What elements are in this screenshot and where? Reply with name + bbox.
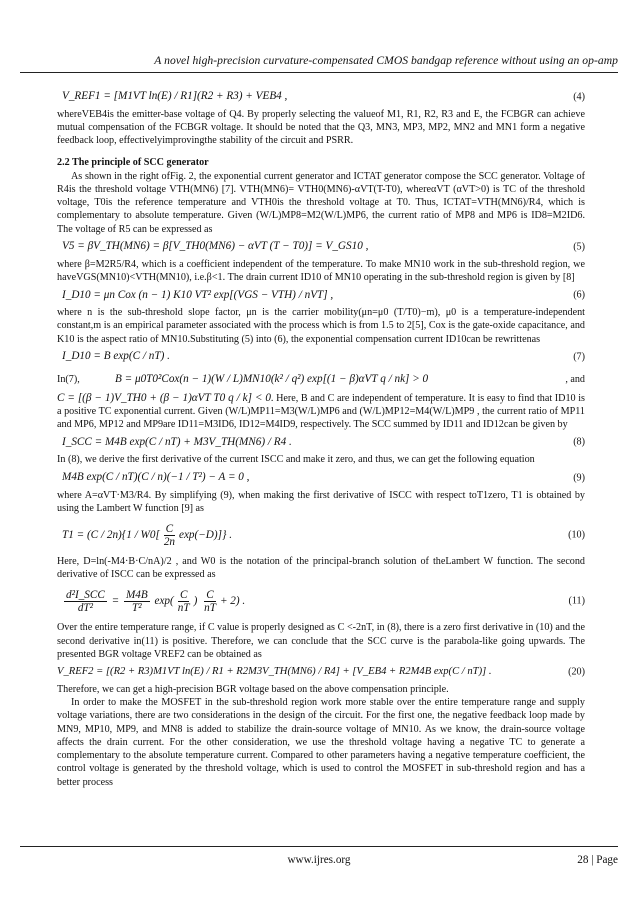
equation-10-number: (10) <box>568 529 585 541</box>
equation-20-number: (20) <box>568 666 585 678</box>
paragraph-9: Over the entire temperature range, if C value is properly designed as C <-2nT, in (8), there is a zero first derivative in (10) and the second derivative in(11) is positive. Therefore, we can conclude that the SCC curve is the parabola-like going upwards. The presented BGR voltage VREF2 can be obtained as <box>57 622 585 660</box>
paragraph-7: where A=αVT·M3/R4. By simplifying (9), when making the first derivative of ISCC with respect toT1zero, T1 is obtained by using the Lambert W function [9] as <box>57 489 585 514</box>
equation-5 <box>57 236 585 258</box>
equation-11 <box>57 581 585 621</box>
equation-9 <box>57 467 585 489</box>
fraction-denominator: dT² <box>77 601 93 614</box>
fraction-numerator: C <box>179 588 188 601</box>
equation-5-number: (5) <box>573 241 585 253</box>
equation-7-formula: I_D10 = B exp(C / nT) . <box>62 350 170 363</box>
equation-7-number: (7) <box>573 351 585 363</box>
equation-6 <box>57 284 585 306</box>
paragraph-5 <box>57 392 585 432</box>
equation-20 <box>57 661 585 683</box>
in7-tail: , and <box>565 374 585 386</box>
equation-9-formula: M4B exp(C / nT)(C / n)(−1 / T²) − A = 0 , <box>62 471 250 484</box>
equation-5-formula: V5 = βV_TH(MN6) = β[V_TH0(MN6) − αVT (T − T0)] = V_GS10 , <box>62 240 369 253</box>
equation-8-number: (8) <box>573 436 585 448</box>
paragraph-10: Therefore, we can get a high-precision BGR voltage based on the above compensation principle. <box>57 684 449 696</box>
equation-4 <box>57 86 585 108</box>
fraction-numerator: d²I_SCC <box>66 588 105 601</box>
paragraph-1: whereVEB4is the emitter-base voltage of Q4. By properly selecting the valueof M1, R1, R2, R3 and E, the FCBGR can achieve mutual compensation of the FCBGR voltage. It should be noted that the Q3, MN3, MP3, MP2, MN2 and MN1 form a negative feedback loop, effectivelyimprovingthe stability of the circuit and PSRR. <box>57 109 585 147</box>
header-rule <box>20 72 618 73</box>
footer-rule <box>20 846 618 847</box>
equals-sign: = <box>111 595 120 608</box>
in7-lead: In(7), <box>57 374 80 386</box>
equation-9-number: (9) <box>573 472 585 484</box>
journal-site: www.ijres.org <box>287 854 351 866</box>
equation-11-exp: exp( <box>154 595 174 608</box>
equation-10-formula <box>57 523 232 548</box>
page-number: 28 | Page <box>577 854 618 866</box>
equation-11-tail: + 2) . <box>219 595 246 608</box>
paragraph-5-text: . Here, B and C are independent of temperature. It is easy to find that ID10 is a positive TC exponential current. Given (W/L)MP11=M3(W/L)MP6 and (W/L)MP12=M4(W/L)MP9 , the current ratio of MP11 and MP6, MP12 and MP9are ID11=M3ID6, ID12=M4ID9, respectively. The SCC summed by ID11 and ID12can be given by <box>57 392 585 431</box>
equation-11-number: (11) <box>568 595 585 607</box>
paragraph-2: As shown in the right ofFig. 2, the exponential current generator and ICTAT generator compose the SCC generator. Voltage of R4is the threshold voltage VTH(MN6) [7]. VTH(MN6)= VTH0(MN6)-αVT(T-T0), whereαVT (αVT>0) is TC of the threshold voltage, T0is the reference temperature and VTH0is the threshold voltage at T0. Thus, ICTAT=VTH(MN6)/R4, which is complementary to absolute temperature. Given (W/L)MP8=M2(W/L)MP6, the current ratio of MP8 and MP6 is ID8=M2ID6. The voltage of R5 can be expressed as <box>57 170 585 235</box>
equation-10-fraction <box>162 523 177 548</box>
equation-8-formula: I_SCC = M4B exp(C / nT) + M3V_TH(MN6) / R4 . <box>62 435 292 448</box>
equation-B-definition <box>57 368 585 392</box>
equation-11-fraction-lhs <box>64 589 107 614</box>
paragraph-4: where n is the sub-threshold slope factor, μn is the carrier mobility(μn=μ0 (T/T0)−m), μ0 is a temperature-independent constant,m is an empirical parameter associated with the process which is from 1.5 to 2[5], Cox is the gate-oxide capacitance, and K10 is the aspect ratio of MN10.Substituting (5) into (6), the exponential compensation current ID10can be rewrittenas <box>57 307 585 345</box>
equation-C-formula: C = [(β − 1)V_TH0 + (β − 1)αVT T0 q / k] < 0 <box>57 391 271 404</box>
equation-11-fraction-factor <box>202 589 218 614</box>
equation-4-number: (4) <box>573 91 585 103</box>
equation-6-formula: I_D10 = μn Cox (n − 1) K10 VT² exp[(VGS − VTH) / nVT] , <box>62 288 334 301</box>
paragraph-3: where β=M2R5/R4, which is a coefficient independent of the temperature. To make MN10 work in the sub-threshold region, we haveVGS(MN10)<VTH(MN10), i.e.β<1. The drain current ID10 of MN10 operating in the sub-threshold region is given by [8] <box>57 258 585 284</box>
running-title: A novel high-precision curvature-compensated CMOS bandgap reference without using an op-amp <box>154 54 618 67</box>
equation-7 <box>57 346 585 368</box>
equation-11-formula <box>57 589 245 614</box>
paragraph-11: In order to make the MOSFET in the sub-threshold region work more stable over the entire temperature range and supply voltage variations, there are two considerations in the design of the circuit. For the first one, the negative feedback loop made by MN9, MP10, MP9, and MN8 is added to stabilize the drain-source voltage of MN10. As we know, the drain-source voltage affects the drain current. For the other consideration, we use the threshold voltage having a negative TC to generate a complementary to the absolute temperature current. Compared to other parameters having a negative temperature coefficient, the control voltage is generated by the threshold voltage, which is used to control the MOSFET in sub-threshold region and has a better process <box>57 697 585 788</box>
equation-8 <box>57 431 585 453</box>
equation-10-lhs: T1 = (C / 2n){1 / W0[ <box>62 528 160 541</box>
equation-10-rhs: exp(−D)]} . <box>179 528 233 541</box>
fraction-numerator: M4B <box>125 588 148 601</box>
fraction-denominator: 2n <box>163 535 175 548</box>
equation-11-fraction-coeff <box>124 589 150 614</box>
equation-4-formula: V_REF1 = [M1VT ln(E) / R1](R2 + R3) + VEB4 , <box>62 90 288 103</box>
paragraph-8: Here, D=ln(-M4·B·C/nA)/2 , and W0 is the notation of the principal-branch solution of theLambert W function. The second derivative of ISCC can be expressed as <box>57 556 585 581</box>
paragraph-6: In (8), we derive the first derivative of the current ISCC and make it zero, and thus, we can get the following equation <box>57 454 535 466</box>
equation-11-fraction-exp <box>176 589 192 614</box>
equation-20-formula: V_REF2 = [(R2 + R3)M1VT ln(E) / R1 + R2M3V_TH(MN6) / R4] + [V_EB4 + R2M4B exp(C / nT)] . <box>57 666 492 678</box>
fraction-numerator: C <box>165 522 174 535</box>
fraction-denominator: nT <box>204 601 216 614</box>
section-heading: 2.2 The principle of SCC generator <box>57 156 209 168</box>
fraction-numerator: C <box>206 588 214 601</box>
equation-B-formula: B = μ0T0²Cox(n − 1)(W / L)MN10(k² / q²) exp[(1 − β)αVT q / nk] > 0 <box>115 373 429 386</box>
equation-10 <box>57 515 585 555</box>
fraction-denominator: T² <box>132 601 142 614</box>
paper-body <box>57 86 585 789</box>
fraction-denominator: nT <box>177 601 190 614</box>
equation-6-number: (6) <box>573 289 585 301</box>
equation-11-close: ) <box>193 595 198 608</box>
